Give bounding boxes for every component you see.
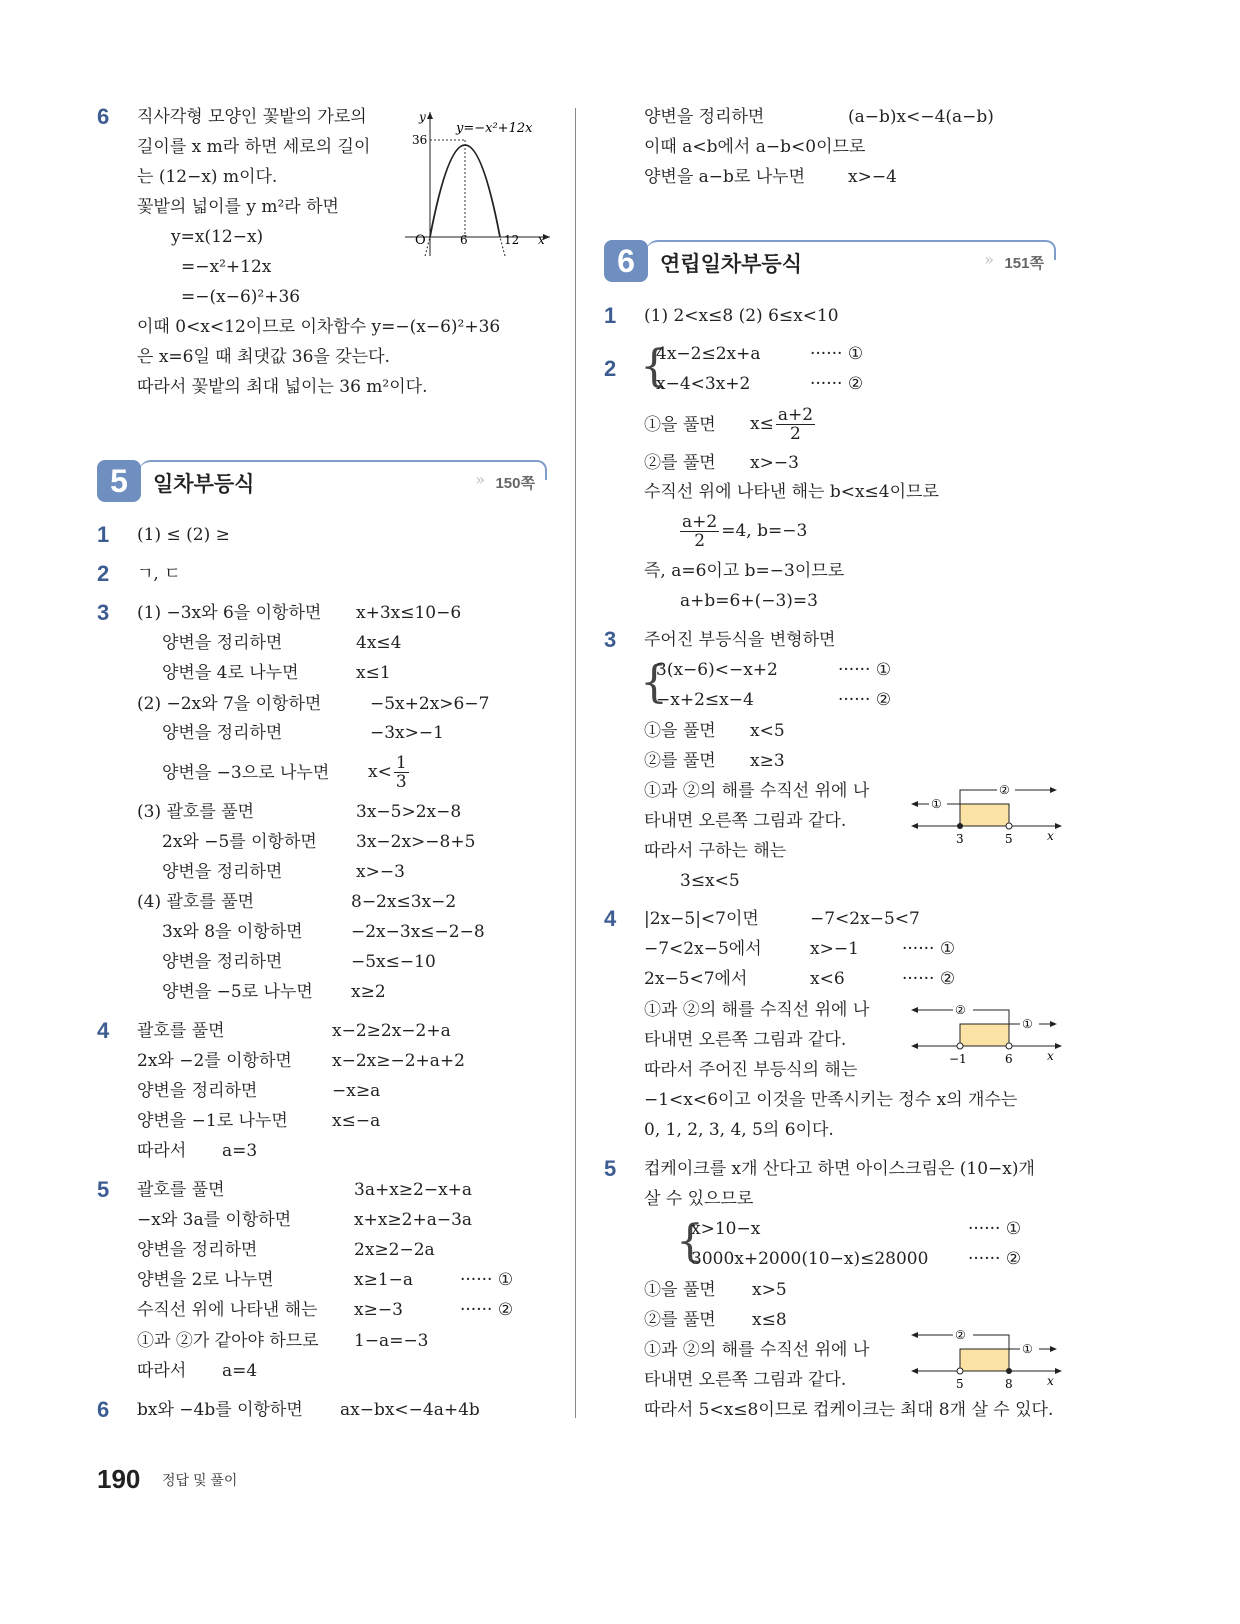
- solution-region: [960, 804, 1009, 826]
- equation: y=x(12−x): [171, 227, 264, 247]
- step-label: (1) −3x와 6을 이항하면: [137, 603, 322, 623]
- step-expression: x>−3: [356, 862, 405, 882]
- step-label: ②를 풀면: [644, 453, 716, 473]
- step-label: bx와 −4b를 이항하면: [137, 1400, 303, 1420]
- step-label: (2) −2x와 7을 이항하면: [137, 694, 322, 714]
- step-expression: a+b=6+(−3)=3: [680, 591, 818, 611]
- system-equation: −x+2≤x−4: [656, 690, 754, 710]
- text-line: 따라서 5<x≤8이므로 컵케이크는 최대 8개 살 수 있다.: [644, 1400, 1054, 1420]
- equation: =−x²+12x: [181, 257, 272, 277]
- arrow-right-icon: [1050, 787, 1057, 793]
- parabola-graph: [400, 108, 560, 258]
- step-expression: x>5: [752, 1280, 787, 1300]
- chevron-right-icon: »: [475, 470, 485, 489]
- step-label: ②를 풀면: [644, 751, 716, 771]
- section-title: 일차부등식: [153, 473, 255, 496]
- y-label: y: [419, 110, 426, 124]
- step-label: 양변을 정리하면: [162, 723, 283, 743]
- step-label: 2x−5<7에서: [644, 969, 748, 989]
- step-expression: x≤1: [356, 663, 391, 683]
- text-line: 즉, a=6이고 b=−3이므로: [644, 561, 845, 581]
- equation-marker: ······ ①: [460, 1270, 514, 1290]
- closed-point: [1006, 1368, 1012, 1374]
- step-expression: 3a+x≥2−x+a: [354, 1180, 473, 1200]
- step-expression: x>−4: [848, 167, 897, 187]
- origin-label: O: [415, 233, 426, 248]
- step-expression: −2x−3x≤−2−8: [351, 922, 485, 942]
- denominator: 2: [694, 531, 706, 551]
- step-expression: x≥1−a: [354, 1270, 414, 1290]
- marker-1: ①: [931, 797, 942, 811]
- numerator: 1: [395, 753, 407, 773]
- arrow-left-icon: [911, 823, 918, 829]
- text-line: 는 (12−x) m이다.: [137, 167, 278, 187]
- step-label: 양변을 정리하면: [137, 1081, 258, 1101]
- step-expression: x+x≥2+a−3a: [354, 1210, 473, 1230]
- step-expression: 4x≤4: [356, 633, 402, 653]
- page-reference: 150쪽: [495, 475, 535, 492]
- equation-marker: ······ ②: [838, 690, 892, 710]
- problem-number: 4: [604, 906, 617, 931]
- step-label: ①을 풀면: [644, 1280, 716, 1300]
- step-label: |2x−5|<7이면: [644, 909, 759, 929]
- expr: x≤: [750, 414, 774, 434]
- text-line: 주어진 부등식을 변형하면: [644, 630, 836, 650]
- step-expression: (a−b)x<−4(a−b): [848, 107, 994, 127]
- arrow-left-icon: [911, 801, 918, 807]
- tick-label: 5: [1005, 832, 1013, 846]
- step-expression: −x≥a: [332, 1081, 381, 1101]
- axis-label: x: [1047, 829, 1054, 843]
- y-tick: 36: [412, 133, 428, 147]
- step-expression: a=3: [222, 1141, 258, 1161]
- step-label: ①을 풀면: [644, 721, 716, 741]
- text-line: 타내면 오른쪽 그림과 같다.: [644, 1030, 847, 1050]
- step-expression: ax−bx<−4a+4b: [340, 1400, 480, 1420]
- step-expression: −7<2x−5<7: [810, 909, 920, 929]
- step-label: 3x와 8을 이항하면: [162, 922, 303, 942]
- step-expression: −5x≤−10: [351, 952, 436, 972]
- problem-number: 3: [97, 600, 110, 625]
- text-line: 컵케이크를 x개 산다고 하면 아이스크림은 (10−x)개: [644, 1159, 1035, 1179]
- axis-label: x: [1047, 1049, 1054, 1063]
- step-label: 양변을 a−b로 나누면: [644, 167, 806, 187]
- open-point: [957, 1368, 963, 1374]
- text-line: 이때 0<x<12이므로 이차함수 y=−(x−6)²+36: [137, 317, 501, 337]
- step-expression: 3≤x<5: [680, 871, 740, 891]
- step-expression: 8−2x≤3x−2: [351, 892, 457, 912]
- numerator: a+2: [777, 405, 814, 425]
- step-expression: x−2x≥−2+a+2: [332, 1051, 465, 1071]
- step-label: 양변을 정리하면: [162, 862, 283, 882]
- numerator: a+2: [682, 512, 718, 532]
- problem-number: 2: [604, 356, 617, 381]
- text-line: 수직선 위에 나타낸 해는 b<x≤4이므로: [644, 482, 939, 502]
- step-label: 양변을 정리하면: [162, 633, 283, 653]
- fraction: [680, 513, 719, 550]
- text-line: 직사각형 모양인 꽃밭의 가로의: [137, 107, 367, 127]
- step-expression: x>−3: [750, 453, 799, 473]
- text-line: 살 수 있으므로: [644, 1189, 754, 1209]
- equation-marker: ······ ①: [968, 1219, 1022, 1239]
- problem-number: 5: [604, 1156, 617, 1181]
- text-line: 꽃밭의 넓이를 y m²라 하면: [137, 197, 339, 217]
- section-title: 연립일차부등식: [660, 253, 803, 276]
- chevron-right-icon: »: [984, 250, 994, 269]
- problem-number: 5: [97, 1177, 110, 1202]
- step-label: ②를 풀면: [644, 1310, 716, 1330]
- column-divider: [575, 108, 576, 1418]
- open-point: [1006, 1043, 1012, 1049]
- expr: x<: [368, 762, 392, 782]
- step-label: (3) 괄호를 풀면: [137, 802, 254, 822]
- equation: =−(x−6)²+36: [181, 287, 301, 307]
- problem-number: 1: [97, 522, 110, 547]
- system-equation: 4x−2≤2x+a: [656, 344, 761, 364]
- x-tick: 12: [504, 233, 520, 247]
- brace-icon: {: [676, 1216, 704, 1267]
- brace-icon: {: [640, 341, 668, 392]
- arrow-left-icon: [911, 1007, 918, 1013]
- x-label: x: [538, 233, 545, 247]
- step-label: ①을 풀면: [644, 415, 716, 435]
- step-label: 양변을 2로 나누면: [137, 1270, 274, 1290]
- closed-point: [957, 823, 963, 829]
- arrow-right-icon: [1055, 823, 1062, 829]
- arrow-right-icon: [1050, 1346, 1057, 1352]
- number-line-diagram: [905, 1323, 1065, 1393]
- equation-marker: ······ ②: [902, 969, 956, 989]
- section-header-5: [97, 460, 547, 504]
- marker-2: ②: [955, 1328, 966, 1342]
- fraction: [776, 406, 815, 443]
- step-expression: −5x+2x>6−7: [370, 694, 490, 714]
- step-expression: x<5: [750, 721, 785, 741]
- text-line: 0, 1, 2, 3, 4, 5의 6이다.: [644, 1120, 834, 1140]
- text-line: −1<x<6이고 이것을 만족시키는 정수 x의 개수는: [644, 1090, 1018, 1110]
- section-header-6: [604, 240, 1056, 284]
- step-label: −7<2x−5에서: [644, 939, 762, 959]
- text-line: 따라서 구하는 해는: [644, 841, 787, 861]
- brace-icon: {: [640, 657, 668, 708]
- step-expression: [750, 404, 817, 444]
- page-reference: 151쪽: [1004, 255, 1044, 272]
- problem-number: 1: [604, 303, 617, 328]
- text-line: 은 x=6일 때 최댓값 36을 갖는다.: [137, 347, 390, 367]
- text-line: 타내면 오른쪽 그림과 같다.: [644, 811, 847, 831]
- step-label: 수직선 위에 나타낸 해는: [137, 1300, 318, 1320]
- axis-label: x: [1047, 1374, 1054, 1388]
- step-expression: x<6: [810, 969, 845, 989]
- answer-text: (1) 2<x≤8 (2) 6≤x<10: [644, 306, 839, 326]
- tick-label: −1: [949, 1052, 967, 1066]
- text-line: ①과 ②의 해를 수직선 위에 나: [644, 1340, 870, 1360]
- section-number: 5: [97, 460, 141, 502]
- answer-text: (1) ≤ (2) ≥: [137, 525, 230, 545]
- step-expression: x>−1: [810, 939, 859, 959]
- step-expression: x≥−3: [354, 1300, 403, 1320]
- x-tick: 6: [460, 233, 468, 247]
- step-label: 양변을 −1로 나누면: [137, 1111, 288, 1131]
- y-axis-arrow-icon: [427, 112, 433, 119]
- marker-1: ①: [1022, 1342, 1033, 1356]
- tick-label: 6: [1005, 1052, 1013, 1066]
- step-label: ①과 ②가 같아야 하므로: [137, 1331, 319, 1351]
- step-expression: x≤8: [752, 1310, 787, 1330]
- page-number: 190: [97, 1464, 141, 1494]
- step-expression: 1−a=−3: [354, 1331, 429, 1351]
- step-label: 이때 a<b에서 a−b<0이므로: [644, 137, 866, 157]
- arrow-right-icon: [1050, 1021, 1057, 1027]
- text-line: ①과 ②의 해를 수직선 위에 나: [644, 1000, 870, 1020]
- equation-marker: ······ ②: [810, 374, 864, 394]
- step-expression: x≤−a: [332, 1111, 381, 1131]
- step-expression: a=4: [222, 1361, 258, 1381]
- step-expression: x≥2: [351, 982, 386, 1002]
- step-label: 2x와 −5를 이항하면: [162, 832, 317, 852]
- problem-number: 6: [97, 1397, 110, 1422]
- step-label: 양변을 −5로 나누면: [162, 982, 313, 1002]
- step-label: 양변을 −3으로 나누면: [162, 763, 330, 783]
- step-expression: x+3x≤10−6: [356, 603, 462, 623]
- section-number: 6: [604, 240, 648, 282]
- solution-region: [960, 1349, 1009, 1371]
- arrow-left-icon: [911, 1332, 918, 1338]
- denominator: 2: [790, 424, 801, 444]
- system-equation: x−4<3x+2: [656, 374, 751, 394]
- open-point: [1006, 823, 1012, 829]
- step-expression: −3x>−1: [370, 723, 444, 743]
- marker-2: ②: [955, 1003, 966, 1017]
- text-line: 타내면 오른쪽 그림과 같다.: [644, 1370, 847, 1390]
- step-expression: 3x−5>2x−8: [356, 802, 462, 822]
- step-label: 양변을 정리하면: [137, 1240, 258, 1260]
- tick-label: 8: [1005, 1377, 1013, 1391]
- step-label: −x와 3a를 이항하면: [137, 1210, 292, 1230]
- footer-label: 정답 및 풀이: [162, 1472, 238, 1488]
- system-equation: x>10−x: [691, 1219, 761, 1239]
- open-point: [957, 1043, 963, 1049]
- step-label: 괄호를 풀면: [137, 1021, 225, 1041]
- problem-number: 4: [97, 1018, 110, 1043]
- marker-1: ①: [1022, 1017, 1033, 1031]
- step-expression: [368, 752, 411, 792]
- equation-marker: ······ ②: [968, 1249, 1022, 1269]
- step-label: 따라서: [137, 1361, 187, 1381]
- step-label: 괄호를 풀면: [137, 1180, 225, 1200]
- arrow-left-icon: [911, 1368, 918, 1374]
- number-line-diagram: [905, 998, 1065, 1068]
- problem-number: 6: [97, 104, 110, 129]
- tick-label: 5: [956, 1377, 964, 1391]
- text-line: 따라서 꽃밭의 최대 넓이는 36 m²이다.: [137, 377, 428, 397]
- step-expression: x≥3: [750, 751, 785, 771]
- step-label: 양변을 4로 나누면: [162, 663, 299, 683]
- text-line: 길이를 x m라 하면 세로의 길이: [137, 137, 371, 157]
- step-expression: 2x≥2−2a: [354, 1240, 435, 1260]
- step-label: 양변을 정리하면: [644, 107, 765, 127]
- step-label: 따라서: [137, 1141, 187, 1161]
- number-line-diagram: [905, 778, 1065, 848]
- step-expression: 3x−2x>−8+5: [356, 832, 476, 852]
- problem-number: 2: [97, 561, 110, 586]
- text-line: 따라서 주어진 부등식의 해는: [644, 1060, 858, 1080]
- marker-2: ②: [999, 783, 1010, 797]
- arrow-left-icon: [911, 1043, 918, 1049]
- step-expression: x−2≥2x−2+a: [332, 1021, 451, 1041]
- solution-region: [960, 1024, 1009, 1046]
- equation-marker: ······ ①: [838, 660, 892, 680]
- text-line: ①과 ②의 해를 수직선 위에 나: [644, 781, 870, 801]
- arrow-right-icon: [1055, 1368, 1062, 1374]
- system-equation: 3000x+2000(10−x)≤28000: [691, 1249, 929, 1269]
- step-expression: [678, 511, 807, 551]
- expr: =4, b=−3: [721, 521, 808, 541]
- denominator: 3: [395, 772, 407, 792]
- arrow-right-icon: [1055, 1043, 1062, 1049]
- problem-number: 3: [604, 627, 617, 652]
- equation-marker: ······ ②: [460, 1300, 514, 1320]
- step-label: 양변을 정리하면: [162, 952, 283, 972]
- system-equation: 3(x−6)<−x+2: [656, 660, 778, 680]
- equation-label: y=−x²+12x: [456, 121, 533, 136]
- answer-text: ㄱ, ㄷ: [137, 564, 181, 584]
- step-label: 2x와 −2를 이항하면: [137, 1051, 292, 1071]
- fraction: [394, 754, 409, 791]
- parabola-curve: [430, 145, 500, 237]
- equation-marker: ······ ①: [810, 344, 864, 364]
- equation-marker: ······ ①: [902, 939, 956, 959]
- tick-label: 3: [956, 832, 964, 846]
- step-label: (4) 괄호를 풀면: [137, 892, 254, 912]
